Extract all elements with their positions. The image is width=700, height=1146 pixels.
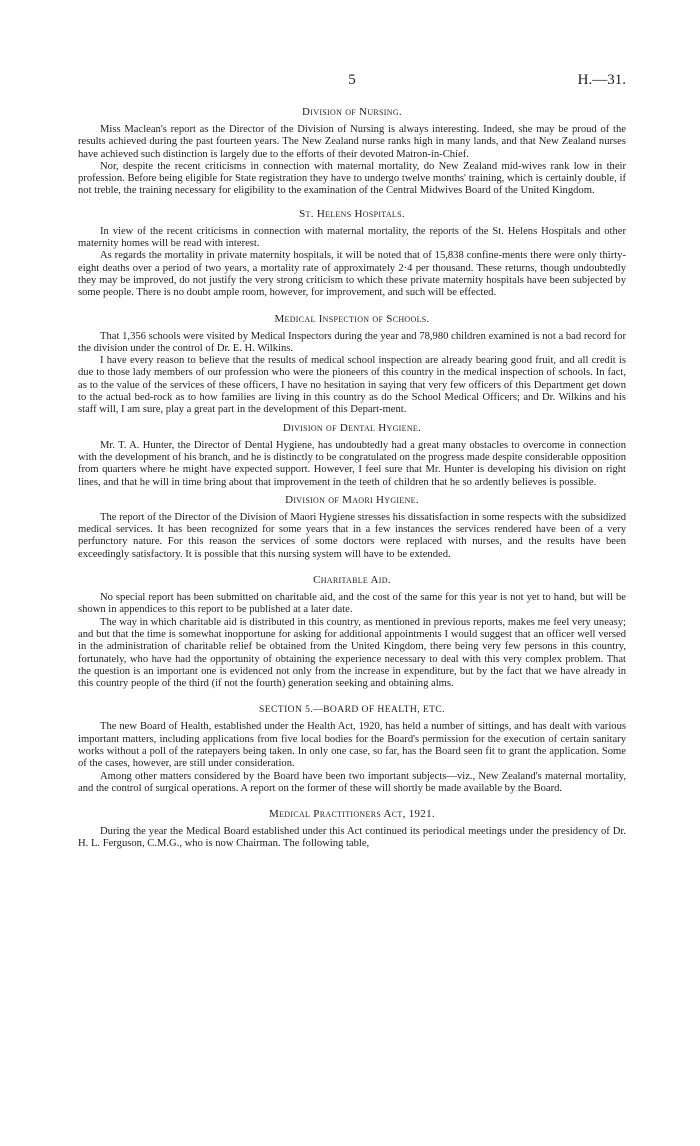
section-heading: Division of Maori Hygiene. [285, 493, 419, 506]
page-header [78, 72, 626, 90]
paragraph: Nor, despite the recent criticisms in connection with maternal mortality, do New Zealand mid-wives rank low in their profession. Before being eligible for State registration they have to undergo twelve months' training, which is certainly double, if not treble, the training necessary for eligibility to the examination of the Central Midwives Board of the United Kingdom. [78, 160, 626, 197]
section-division-of-maori-hygiene [78, 494, 626, 561]
paragraph: That 1,356 schools were visited by Medical Inspectors during the year and 78,980 children examined is not a bad record for the division under the control of Dr. E. H. Wilkins. [78, 330, 626, 354]
section-division-of-dental-hygiene [78, 422, 626, 489]
section-heading: SECTION 5.—BOARD OF HEALTH, ETC. [259, 704, 445, 716]
page-reference: H.—31. [577, 72, 626, 88]
paragraph: No special report has been submitted on charitable aid, and the cost of the same for this year is not yet to hand, but will be shown in appendices to this report to be published at a later date. [78, 592, 626, 616]
section-charitable-aid [78, 574, 626, 690]
section-board-of-health [78, 703, 626, 795]
paragraph: The report of the Director of the Division of Maori Hygiene stresses his dissatisfaction in some respects with the subsidized medical services. It has been recognized for some years that in a few instances the services rendered have been of a very perfunctory nature. For this reason the services of some doctors were replaced with nurses, and the results have been exceedingly satisfactory. It is possible that this nursing system will have to be extended. [78, 511, 626, 560]
paragraph: Among other matters considered by the Board have been two important subjects—viz., New Zealand's maternal mortality, and the control of surgical operations. A report on the former of these will shortly be made available by the Board. [78, 770, 626, 794]
document-body [78, 106, 626, 856]
paragraph: Miss Maclean's report as the Director of the Division of Nursing is always interesting. Indeed, she may be proud of the results achieved during the past fourteen years. The New Zealand nurse ranks high in many lands, and that New Zealand nurses have achieved such distinction is largely due to the efforts of their devoted Matron-in-Chief. [78, 124, 626, 160]
section-heading: Division of Nursing. [302, 106, 402, 118]
section-medical-practitioners-act [78, 808, 626, 851]
paragraph: As regards the mortality in private maternity hospitals, it will be noted that of 15,838 confine-ments there were only thirty-eight deaths over a period of two years, a mortality rate of approximately 2·4 per thousand. These returns, though undoubtedly they may be improved, do not justify the very strong criticism to which these private maternity hospitals have been subjected by some people. There is no doubt ample room, however, for improvement, and such will be effected. [78, 250, 626, 299]
section-heading: Medical Inspection of Schools. [274, 312, 430, 325]
paragraph: During the year the Medical Board established under this Act continued its periodical meetings under the presidency of Dr. H. L. Ferguson, C.M.G., who is now Chairman. The following table, [78, 826, 626, 850]
section-heading: St. Helens Hospitals. [299, 207, 405, 220]
section-division-of-nursing [78, 106, 626, 198]
paragraph: Mr. T. A. Hunter, the Director of Dental Hygiene, has undoubtedly had a great many obstacles to overcome in connection with the development of his branch, and he is distinctly to be congratulated on the progress made despite considerable opposition from quarters where he might have expected support. However, I feel sure that Mr. Hunter is developing his division on right lines, and that he will in time bring about that improvement in the teeth of children that he so ardently believes is possible. [78, 439, 626, 488]
section-heading: Medical Practitioners Act, 1921. [269, 808, 435, 821]
paragraph: The new Board of Health, established under the Health Act, 1920, has held a number of sittings, and has dealt with various important matters, including applications from five local bodies for the Board's permission for the execution of certain sanitary works without a poll of the ratepayers being taken. In only one case, so far, has the Board seen fit to grant the application. Some of the cases, however, are still under consideration. [78, 721, 626, 770]
paragraph: I have every reason to believe that the results of medical school inspection are already bearing good fruit, and all credit is due to those lady members of our profession who were the pioneers of this country in the medical inspection of schools. In fact, as to the value of the services of these officers, I have no hesitation in saying that very few officers of this Department get down to the actual bed-rock as to how families are living in this country as do the School Medical Officers; and Dr. Wilkins and his staff will, I am sure, play a great part in the development of this Depart-ment. [78, 355, 626, 416]
section-heading: Charitable Aid. [313, 574, 391, 587]
section-medical-inspection-of-schools [78, 313, 626, 417]
page-number: 5 [348, 72, 356, 88]
section-heading: Division of Dental Hygiene. [282, 421, 422, 434]
section-st-helens-hospitals [78, 208, 626, 300]
paragraph: The way in which charitable aid is distributed in this country, as mentioned in previous reports, makes me feel very uneasy; and but that the time is somewhat inopportune for asking for additional appointments I would suggest that an officer well versed in the administration of charitable relief be obtained from the United Kingdom, there being very few persons in this country, fortunately, who have had the opportunity of obtaining the experience necessary to deal with this very complex problem. That the question is an important one is evidenced not only from the increase in expenditure, but by the fact that we have already in this country people of the third (if not the fourth) generation seeking and obtaining alms. [78, 616, 626, 690]
paragraph: In view of the recent criticisms in connection with maternal mortality, the reports of the St. Helens Hospitals and other maternity homes will be read with interest. [78, 225, 626, 250]
